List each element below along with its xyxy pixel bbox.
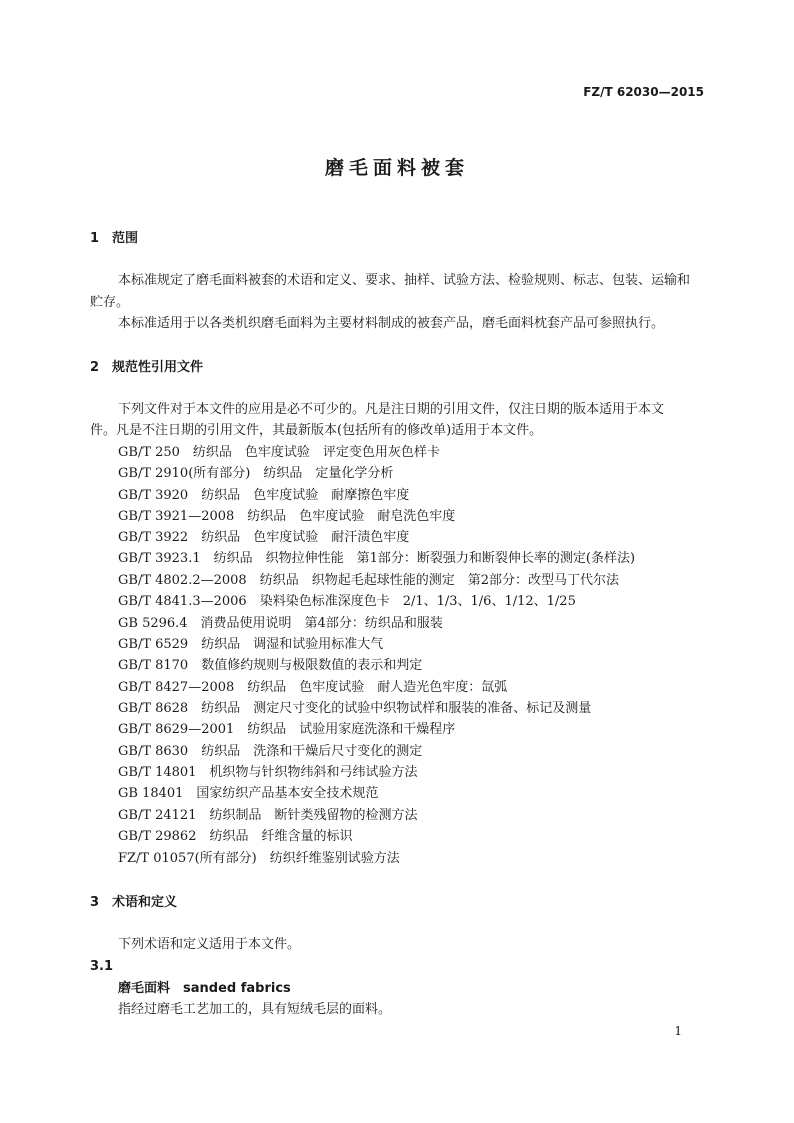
reference-item: GB/T 3920 纺织品 色牢度试验 耐摩擦色牢度 bbox=[118, 488, 410, 503]
standard-code: FZ/T 62030—2015 bbox=[583, 85, 704, 99]
reference-item: GB/T 6529 纺织品 调湿和试验用标准大气 bbox=[118, 637, 384, 652]
reference-item: GB/T 8170 数值修约规则与极限数值的表示和判定 bbox=[118, 658, 423, 673]
reference-item: GB/T 24121 纺织制品 断针类残留物的检测方法 bbox=[118, 808, 418, 823]
clause-number: 3.1 bbox=[90, 959, 114, 974]
terms-intro: 下列术语和定义适用于本文件。 bbox=[118, 937, 301, 952]
reference-item: GB/T 8427—2008 纺织品 色牢度试验 耐人造光色牢度：氙弧 bbox=[118, 680, 508, 695]
scope-paragraph-1-line-1: 本标准规定了磨毛面料被套的术语和定义、要求、抽样、试验方法、检验规则、标志、包装、运输和 bbox=[118, 273, 691, 288]
references-intro-line-2: 件。凡是不注日期的引用文件，其最新版本(包括所有的修改单)适用于本文件。 bbox=[90, 423, 543, 438]
document-title: 磨毛面料被套 bbox=[324, 157, 469, 179]
page-number: 1 bbox=[674, 1024, 682, 1038]
reference-item: FZ/T 01057(所有部分) 纺织纤维鉴别试验方法 bbox=[118, 851, 400, 866]
reference-item: GB/T 8629—2001 纺织品 试验用家庭洗涤和干燥程序 bbox=[118, 722, 456, 737]
reference-item: GB/T 29862 纺织品 纤维含量的标识 bbox=[118, 829, 353, 844]
reference-item: GB/T 8630 纺织品 洗涤和干燥后尺寸变化的测定 bbox=[118, 744, 423, 759]
scope-paragraph-2: 本标准适用于以各类机织磨毛面料为主要材料制成的被套产品，磨毛面料枕套产品可参照执行。 bbox=[118, 316, 665, 331]
reference-item: GB/T 4841.3—2006 染料染色标准深度色卡 2/1、1/3、1/6、1/12、1/25 bbox=[118, 594, 576, 609]
reference-item: GB 18401 国家纺织产品基本安全技术规范 bbox=[118, 786, 379, 801]
reference-item: GB/T 14801 机织物与针织物纬斜和弓纬试验方法 bbox=[118, 765, 418, 780]
section-heading-scope: 1 范围 bbox=[90, 231, 139, 246]
term-entry: 磨毛面料 sanded fabrics bbox=[118, 981, 291, 996]
term-definition: 指经过磨毛工艺加工的，具有短绒毛层的面料。 bbox=[118, 1002, 392, 1017]
references-intro-line-1: 下列文件对于本文件的应用是必不可少的。凡是注日期的引用文件，仅注日期的版本适用于本文 bbox=[118, 402, 665, 417]
reference-item: GB/T 250 纺织品 色牢度试验 评定变色用灰色样卡 bbox=[118, 445, 440, 460]
reference-item: GB 5296.4 消费品使用说明 第4部分：纺织品和服装 bbox=[118, 616, 443, 631]
reference-item: GB/T 3922 纺织品 色牢度试验 耐汗渍色牢度 bbox=[118, 530, 410, 545]
reference-item: GB/T 2910(所有部分) 纺织品 定量化学分析 bbox=[118, 466, 394, 481]
reference-item: GB/T 4802.2—2008 纺织品 织物起毛起球性能的测定 第2部分：改型马丁代尔法 bbox=[118, 573, 619, 588]
reference-item: GB/T 3923.1 纺织品 织物拉伸性能 第1部分：断裂强力和断裂伸长率的测定(条样法) bbox=[118, 551, 636, 566]
reference-item: GB/T 8628 纺织品 测定尺寸变化的试验中织物试样和服装的准备、标记及测量 bbox=[118, 701, 592, 716]
reference-item: GB/T 3921—2008 纺织品 色牢度试验 耐皂洗色牢度 bbox=[118, 509, 456, 524]
section-heading-terms: 3 术语和定义 bbox=[90, 895, 178, 910]
section-heading-references: 2 规范性引用文件 bbox=[90, 360, 204, 375]
scope-paragraph-1-line-2: 贮存。 bbox=[90, 295, 130, 310]
